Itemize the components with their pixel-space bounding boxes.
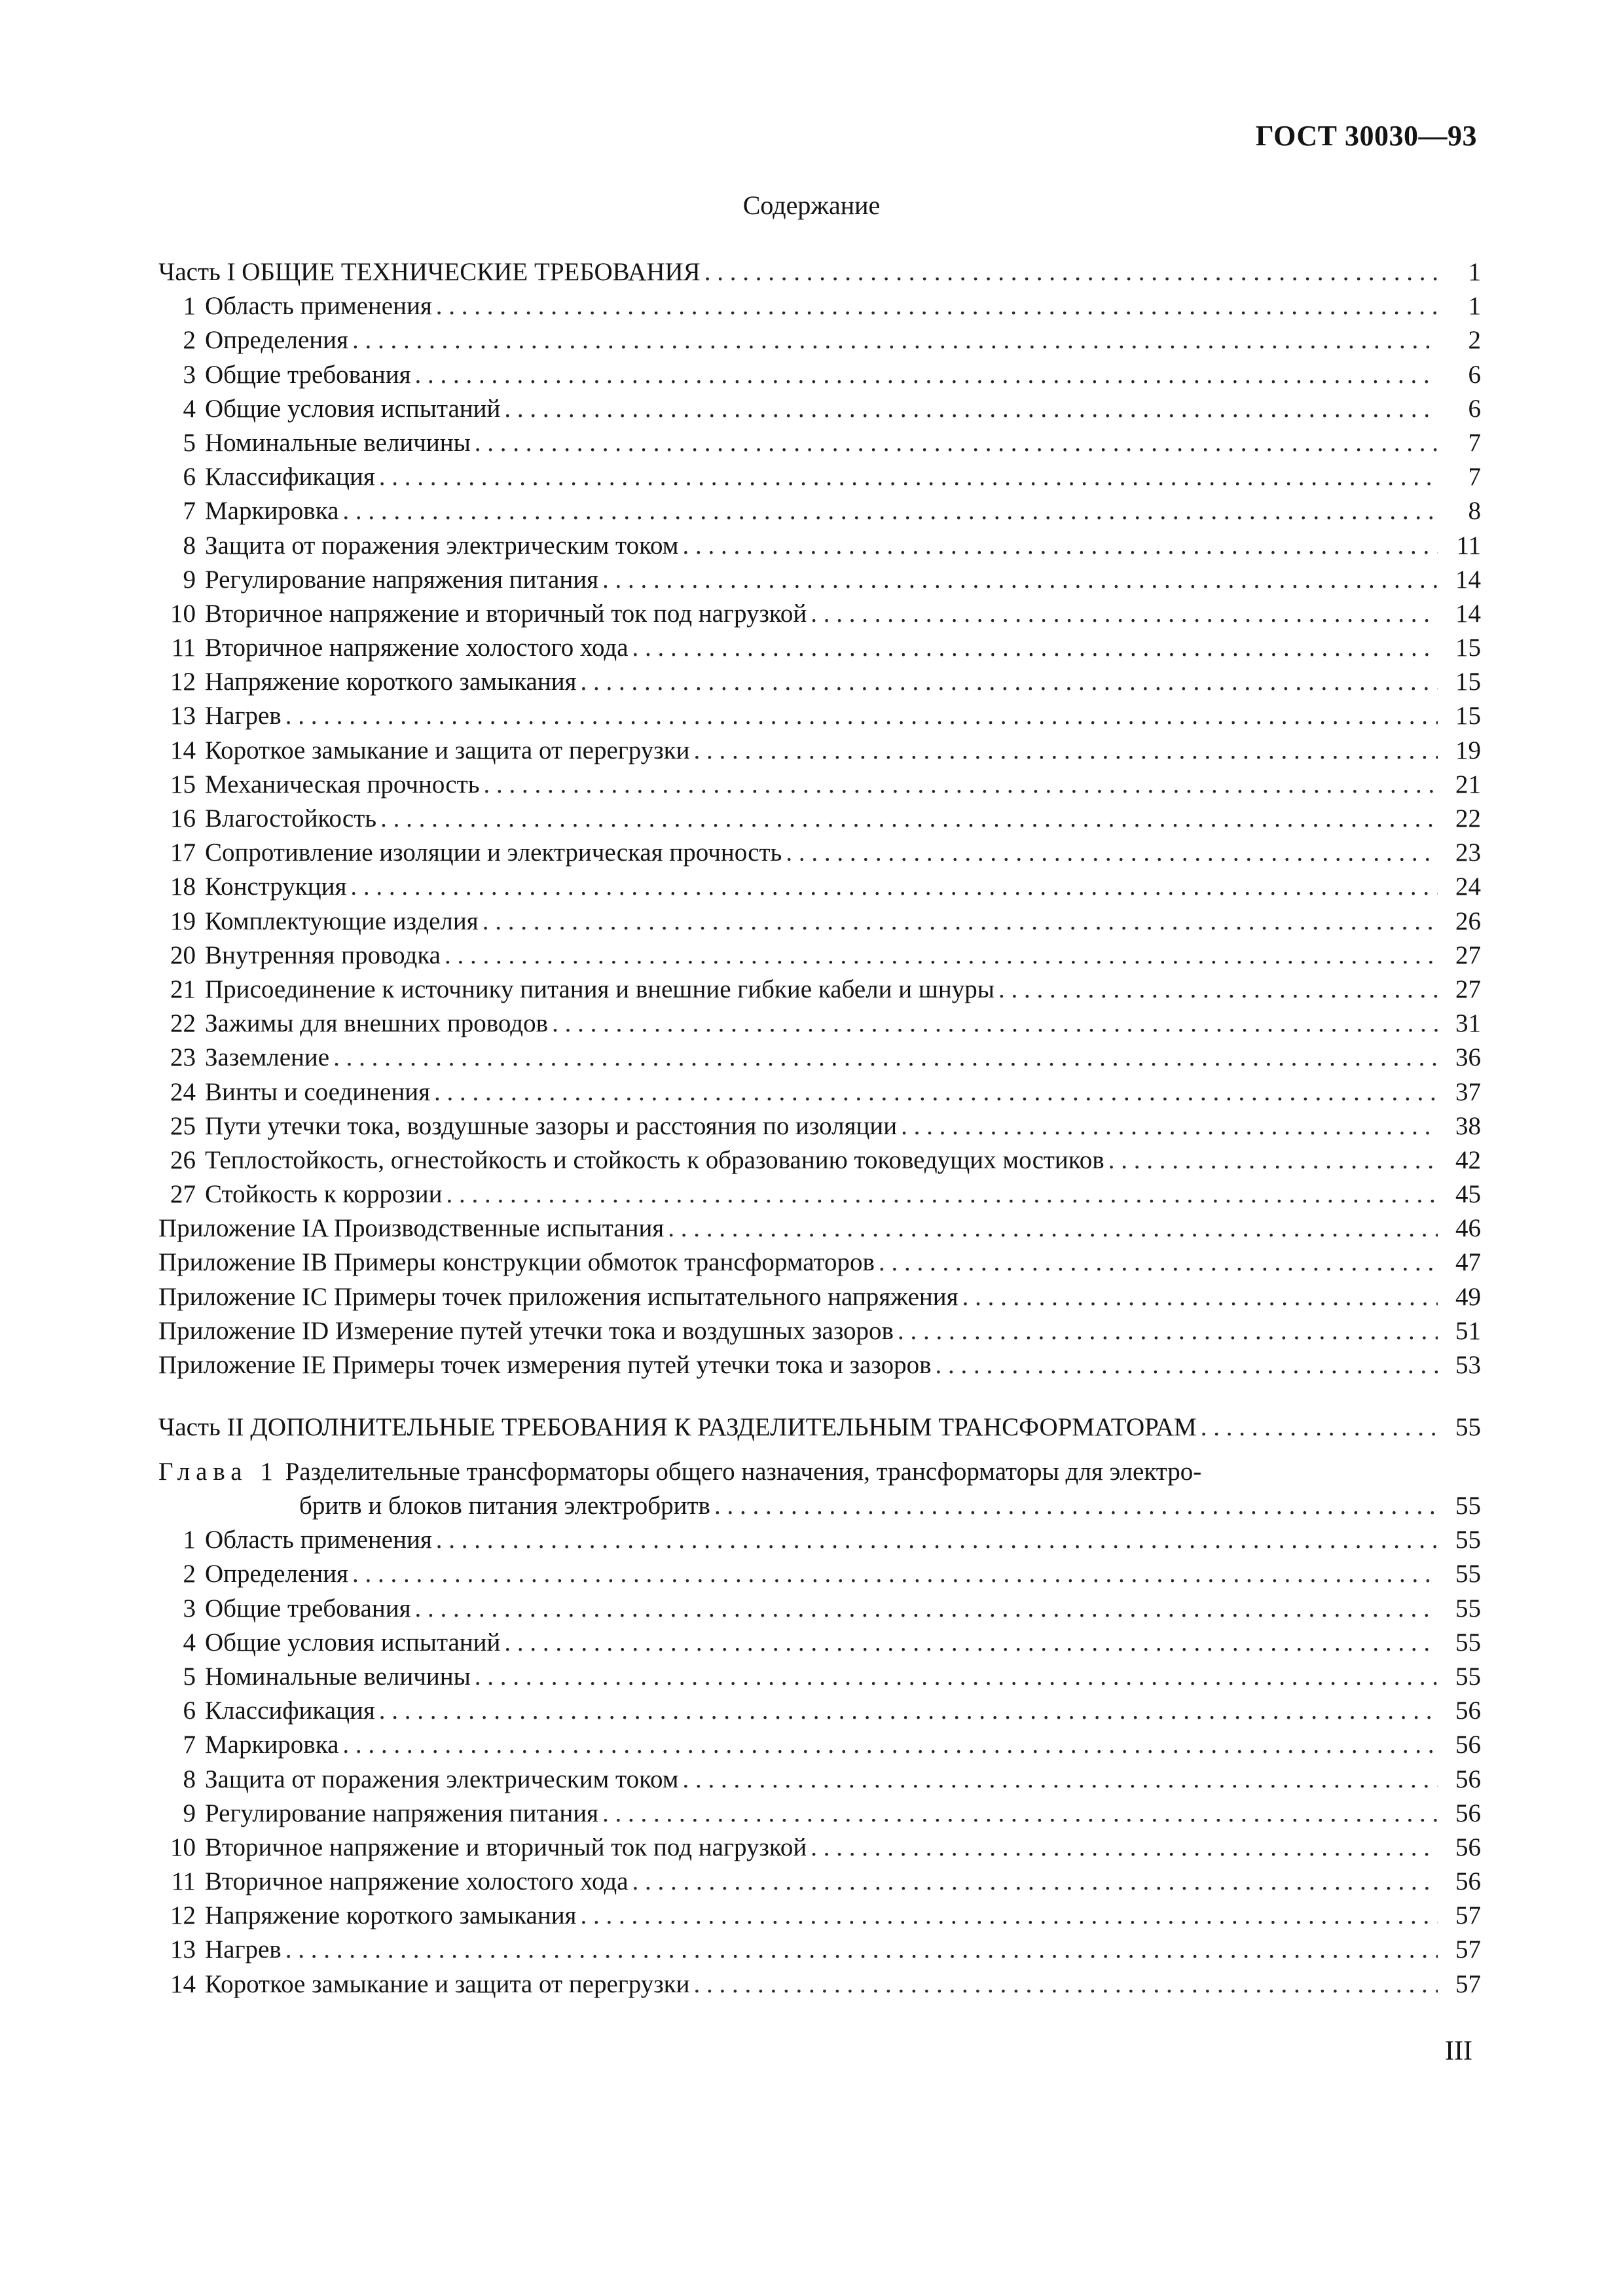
toc-entry-title: Присоединение к источнику питания и внешние гибкие кабели и шнуры: [205, 975, 994, 1003]
toc-entry: [158, 1694, 1481, 1728]
toc-entry-number: 1: [183, 1526, 196, 1554]
leader-dots: [998, 973, 1438, 1007]
toc-page-number: 14: [1455, 599, 1481, 628]
toc-part-title: Часть I ОБЩИЕ ТЕХНИЧЕСКИЕ ТРЕБОВАНИЯ: [158, 258, 701, 286]
toc-page-number: 51: [1455, 1316, 1481, 1345]
toc-entry-title: Общие требования: [205, 1594, 411, 1623]
toc-page-number: 6: [1468, 360, 1481, 389]
toc-entry: [158, 905, 1481, 939]
toc-entry-title: Классификация: [205, 463, 375, 492]
toc-page-number: 6: [1468, 394, 1481, 423]
page-number: III: [1445, 2036, 1472, 2066]
toc-entry-title: Номинальные величины: [205, 1662, 471, 1691]
toc-page-number: 24: [1455, 872, 1481, 901]
toc-entry-number: 8: [183, 531, 196, 560]
toc-entry-title: Зажимы для внешних проводов: [205, 1009, 549, 1038]
toc-entry-title: Нагрев: [205, 1935, 282, 1964]
toc-appendix-entry: [158, 1246, 1481, 1280]
leader-dots: [898, 1314, 1438, 1348]
toc-entry-number: 26: [170, 1145, 196, 1174]
toc-entry-number: 11: [171, 1867, 196, 1896]
toc-part-heading: [158, 1410, 1481, 1444]
toc-page-number: 2: [1468, 326, 1481, 355]
toc-entry: [158, 665, 1481, 699]
document-header: ГОСТ 30030—93: [1255, 120, 1477, 152]
leader-dots: [552, 1007, 1438, 1041]
toc-entry-title: Регулирование напряжения питания: [205, 565, 599, 594]
toc-appendix-entry: [158, 1314, 1481, 1348]
leader-dots: [352, 323, 1438, 357]
toc-part-2: [158, 1410, 1481, 2001]
toc-page-number: 56: [1455, 1731, 1481, 1759]
leader-dots: [447, 1177, 1438, 1211]
toc-page-number: 22: [1455, 804, 1481, 833]
leader-dots: [962, 1280, 1438, 1314]
toc-page-number: 42: [1455, 1145, 1481, 1174]
leader-dots: [484, 768, 1438, 802]
toc-entry-number: 13: [170, 702, 196, 730]
toc-page-number: 21: [1455, 770, 1481, 798]
toc-part-heading: [158, 255, 1481, 289]
leader-dots: [415, 358, 1438, 392]
toc-page-number: 19: [1455, 736, 1481, 764]
toc-appendix-entry: [158, 1280, 1481, 1314]
toc-entry-number: 10: [170, 1833, 196, 1861]
leader-dots: [379, 460, 1438, 494]
leader-dots: [901, 1109, 1438, 1143]
leader-dots: [504, 1626, 1438, 1660]
leader-dots: [475, 1660, 1438, 1694]
toc-entry: [158, 1967, 1481, 2001]
toc-entry-title: Заземление: [205, 1043, 330, 1072]
leader-dots: [445, 939, 1438, 973]
leader-dots: [436, 289, 1438, 323]
toc-entry-number: 9: [183, 1799, 196, 1827]
toc-page-number: 23: [1455, 838, 1481, 867]
toc-entry-title: Приложение IC Примеры точек приложения испытательного напряжения: [158, 1282, 958, 1311]
toc-entry-number: 13: [170, 1935, 196, 1964]
toc-entry-number: 3: [183, 1594, 196, 1623]
toc-entry-number: 9: [183, 565, 196, 594]
toc-entry-number: 7: [183, 1731, 196, 1759]
toc-entry-number: 23: [170, 1043, 196, 1072]
toc-entry: [158, 1075, 1481, 1109]
toc-entry: [158, 1523, 1481, 1557]
toc-entry-title: Маркировка: [205, 497, 339, 526]
leader-dots: [811, 597, 1438, 631]
toc-page-number: 46: [1455, 1214, 1481, 1243]
leader-dots: [786, 836, 1438, 870]
toc-entry: [158, 323, 1481, 357]
toc-entry-number: 14: [170, 736, 196, 764]
leader-dots: [483, 905, 1438, 939]
leader-dots: [682, 529, 1438, 563]
toc-entry-title: Классификация: [205, 1696, 375, 1725]
toc-appendix-list: [158, 1211, 1481, 1382]
toc-entry-number: 16: [170, 804, 196, 833]
toc-entry-title: Маркировка: [205, 1731, 339, 1759]
toc-entry-title: Пути утечки тока, воздушные зазоры и расстояния по изоляции: [205, 1111, 898, 1140]
toc-part-title: Часть II ДОПОЛНИТЕЛЬНЫЕ ТРЕБОВАНИЯ К РАЗДЕЛИТЕЛЬНЫМ ТРАНСФОРМАТОРАМ: [158, 1413, 1197, 1441]
chapter-label: Глава 1: [158, 1458, 279, 1486]
toc-entry-number: 12: [170, 1901, 196, 1930]
toc-entry-number: 6: [183, 1696, 196, 1725]
toc-page-number: 26: [1455, 906, 1481, 935]
toc-entry-title: Короткое замыкание и защита от перегрузки: [205, 1969, 690, 1998]
toc-chapter-heading: [158, 1455, 1481, 1489]
leader-dots: [342, 494, 1438, 528]
leader-dots: [436, 1523, 1438, 1557]
toc-entry-title: Приложение ID Измерение путей утечки тока и воздушных зазоров: [158, 1316, 894, 1345]
toc-entry: [158, 1933, 1481, 1967]
toc-entry-title: Защита от поражения электрическим током: [205, 531, 679, 560]
leader-dots: [632, 631, 1438, 665]
toc-entry-title: Приложение IA Производственные испытания: [158, 1214, 665, 1243]
toc-page-number: 37: [1455, 1077, 1481, 1106]
toc-entry: [158, 631, 1481, 665]
toc-entry-title: Область применения: [205, 292, 432, 321]
toc-page-number: 36: [1455, 1043, 1481, 1072]
toc-page-number: 15: [1455, 634, 1481, 662]
leader-dots: [811, 1831, 1438, 1865]
toc-page-number: 56: [1455, 1799, 1481, 1827]
toc-page-number: 55: [1455, 1628, 1481, 1657]
toc-entry-title: Вторичное напряжение холостого хода: [205, 634, 629, 662]
toc-entry-title: Механическая прочность: [205, 770, 480, 798]
toc-entry-title: Нагрев: [205, 702, 282, 730]
toc-entry-title: Определения: [205, 1560, 348, 1588]
toc-entry-number: 25: [170, 1111, 196, 1140]
leader-dots: [333, 1041, 1438, 1075]
toc-page-number: 27: [1455, 941, 1481, 969]
toc-entry-title: Защита от поражения электрическим током: [205, 1765, 679, 1793]
toc-page-number: 15: [1455, 702, 1481, 730]
toc-entry: [158, 1557, 1481, 1591]
leader-dots: [693, 734, 1438, 768]
toc-entry-number: 5: [183, 1662, 196, 1691]
toc-entry-title: Винты и соединения: [205, 1077, 431, 1106]
toc-entry-number: 14: [170, 1969, 196, 1998]
toc-entry-title: Область применения: [205, 1526, 432, 1554]
toc-entry-title: Общие условия испытаний: [205, 1628, 501, 1657]
toc-entry-title: Вторичное напряжение и вторичный ток под нагрузкой: [205, 599, 807, 628]
toc-entry: [158, 597, 1481, 631]
leader-dots: [704, 255, 1438, 289]
toc-page-number: 55: [1455, 1413, 1481, 1441]
toc-page-number: 55: [1455, 1662, 1481, 1691]
toc-entry: [158, 870, 1481, 904]
toc-entry-number: 6: [183, 463, 196, 492]
toc-entry: [158, 1109, 1481, 1143]
toc-page-number: 56: [1455, 1765, 1481, 1793]
toc-page-number: 56: [1455, 1696, 1481, 1725]
toc-entry: [158, 563, 1481, 597]
spacer: [158, 1444, 1481, 1455]
leader-dots: [879, 1246, 1438, 1280]
toc-entry-title: Сопротивление изоляции и электрическая прочность: [205, 838, 782, 867]
toc-entry: [158, 699, 1481, 733]
toc-entry: [158, 1626, 1481, 1660]
chapter-title-line-2: бритв и блоков питания электробритв: [299, 1492, 710, 1520]
leader-dots: [602, 563, 1438, 597]
toc-entry-title: Вторичное напряжение и вторичный ток под нагрузкой: [205, 1833, 807, 1861]
toc-entry: [158, 358, 1481, 392]
toc-entry-number: 11: [171, 634, 196, 662]
toc-page-number: 56: [1455, 1867, 1481, 1896]
leader-dots: [602, 1797, 1438, 1831]
toc-entry-title: Напряжение короткого замыкания: [205, 668, 577, 696]
toc-appendix-entry: [158, 1348, 1481, 1382]
toc-entry-number: 2: [183, 326, 196, 355]
toc-entry-title: Регулирование напряжения питания: [205, 1799, 599, 1827]
leader-dots: [342, 1728, 1438, 1762]
leader-dots: [379, 1694, 1438, 1728]
leader-dots: [581, 1899, 1438, 1933]
toc-entry-number: 1: [183, 292, 196, 321]
leader-dots: [581, 665, 1438, 699]
leader-dots: [350, 870, 1438, 904]
leader-dots: [632, 1865, 1438, 1899]
toc-entry-number: 24: [170, 1077, 196, 1106]
toc-entry: [158, 460, 1481, 494]
toc-entry-number: 2: [183, 1560, 196, 1588]
toc-entry: [158, 392, 1481, 426]
toc-entry-title: Внутренняя проводка: [205, 941, 441, 969]
toc-page-number: 15: [1455, 668, 1481, 696]
toc-page-number: 1: [1468, 292, 1481, 321]
leader-dots: [285, 1933, 1438, 1967]
leader-dots: [668, 1211, 1438, 1246]
toc-page-number: 47: [1455, 1248, 1481, 1277]
toc-page-number: 56: [1455, 1833, 1481, 1861]
toc-page-number: 57: [1455, 1969, 1481, 1998]
toc-entry: [158, 1763, 1481, 1797]
toc-entry-number: 10: [170, 599, 196, 628]
toc-page-number: 11: [1456, 531, 1481, 560]
toc-page-number: 31: [1455, 1009, 1481, 1038]
toc-entry-title: Влагостойкость: [205, 804, 377, 833]
toc-entry-title: Теплостойкость, огнестойкость и стойкость к образованию токоведущих мостиков: [205, 1145, 1104, 1174]
toc-entry-title: Вторичное напряжение холостого хода: [205, 1867, 629, 1896]
toc-entry-title: Стойкость к коррозии: [205, 1180, 443, 1209]
leader-dots: [504, 392, 1438, 426]
toc-entry: [158, 494, 1481, 528]
toc-page-number: 7: [1468, 463, 1481, 492]
toc-entry-title: Номинальные величины: [205, 428, 471, 457]
toc-entry: [158, 973, 1481, 1007]
toc-page-number: 55: [1455, 1492, 1481, 1520]
toc-page-number: 55: [1455, 1526, 1481, 1554]
leader-dots: [352, 1557, 1438, 1591]
toc-page-number: 8: [1468, 497, 1481, 526]
toc-entry-title: Конструкция: [205, 872, 347, 901]
toc-page-number: 1: [1468, 258, 1481, 286]
toc-entry: [158, 1660, 1481, 1694]
toc-page-number: 55: [1455, 1594, 1481, 1623]
toc-entry-number: 20: [170, 941, 196, 969]
toc-entry: [158, 768, 1481, 802]
leader-dots: [380, 802, 1438, 836]
toc-entry-number: 27: [170, 1180, 196, 1209]
toc-page-number: 49: [1455, 1282, 1481, 1311]
toc-entry-number: 7: [183, 497, 196, 526]
toc-entry: [158, 1592, 1481, 1626]
toc-entry-number: 12: [170, 668, 196, 696]
leader-dots: [936, 1348, 1438, 1382]
toc-entry-number: 18: [170, 872, 196, 901]
toc-part-1: [158, 255, 1481, 1382]
toc-chapter-heading-continued: [158, 1489, 1481, 1523]
toc-entry-title: Напряжение короткого замыкания: [205, 1901, 577, 1930]
toc-entry-number: 4: [183, 394, 196, 423]
toc-page-number: 57: [1455, 1901, 1481, 1930]
toc-entry-title: Комплектующие изделия: [205, 906, 479, 935]
toc-page-number: 55: [1455, 1560, 1481, 1588]
toc-entry: [158, 1007, 1481, 1041]
toc-entry-title: Приложение IB Примеры конструкции обмоток трансформаторов: [158, 1248, 875, 1277]
toc-entry: [158, 1831, 1481, 1865]
toc-entry: [158, 1797, 1481, 1831]
toc-entry-title: Приложение IE Примеры точек измерения путей утечки тока и зазоров: [158, 1351, 932, 1379]
toc-entry-number: 3: [183, 360, 196, 389]
toc-page-number: 53: [1455, 1351, 1481, 1379]
leader-dots: [1201, 1410, 1438, 1444]
toc-entry-number: 17: [170, 838, 196, 867]
toc-page-number: 38: [1455, 1111, 1481, 1140]
toc-entry: [158, 1041, 1481, 1075]
leader-dots: [285, 699, 1438, 733]
toc-entry: [158, 426, 1481, 460]
toc-entry-number: 8: [183, 1765, 196, 1793]
toc-page-number: 45: [1455, 1180, 1481, 1209]
leader-dots: [693, 1967, 1438, 2001]
toc-page-number: 14: [1455, 565, 1481, 594]
toc-entry-number: 15: [170, 770, 196, 798]
toc-entry-number: 22: [170, 1009, 196, 1038]
page-title: Содержание: [742, 190, 881, 220]
leader-dots: [434, 1075, 1438, 1109]
toc-page-number: 57: [1455, 1935, 1481, 1964]
toc-entry-title: Общие условия испытаний: [205, 394, 501, 423]
toc-entry-number: 19: [170, 906, 196, 935]
toc-entry: [158, 1865, 1481, 1899]
toc-entry: [158, 289, 1481, 323]
toc-entry-number: 4: [183, 1628, 196, 1657]
toc-entry-title: Определения: [205, 326, 348, 355]
toc-entry: [158, 1177, 1481, 1211]
toc-appendix-entry: [158, 1211, 1481, 1246]
toc-entry: [158, 1143, 1481, 1177]
toc-list: [158, 289, 1481, 1211]
toc-entry-title: Общие требования: [205, 360, 411, 389]
leader-dots: [415, 1592, 1438, 1626]
toc-page-number: 7: [1468, 428, 1481, 457]
toc-entry: [158, 939, 1481, 973]
toc-entry-title: Короткое замыкание и защита от перегрузки: [205, 736, 690, 764]
toc-entry-number: 5: [183, 428, 196, 457]
toc-entry: [158, 836, 1481, 870]
leader-dots: [475, 426, 1438, 460]
chapter-title-line-1: Разделительные трансформаторы общего назначения, трансформаторы для электро-: [285, 1458, 1202, 1486]
leader-dots: [682, 1763, 1438, 1797]
toc-entry: [158, 529, 1481, 563]
toc-entry: [158, 1899, 1481, 1933]
toc-entry: [158, 802, 1481, 836]
toc-list: [158, 1523, 1481, 2001]
leader-dots: [1108, 1143, 1438, 1177]
toc-page-number: 27: [1455, 975, 1481, 1003]
toc-entry: [158, 734, 1481, 768]
toc-entry-number: 21: [170, 975, 196, 1003]
toc-entry: [158, 1728, 1481, 1762]
leader-dots: [714, 1489, 1438, 1523]
